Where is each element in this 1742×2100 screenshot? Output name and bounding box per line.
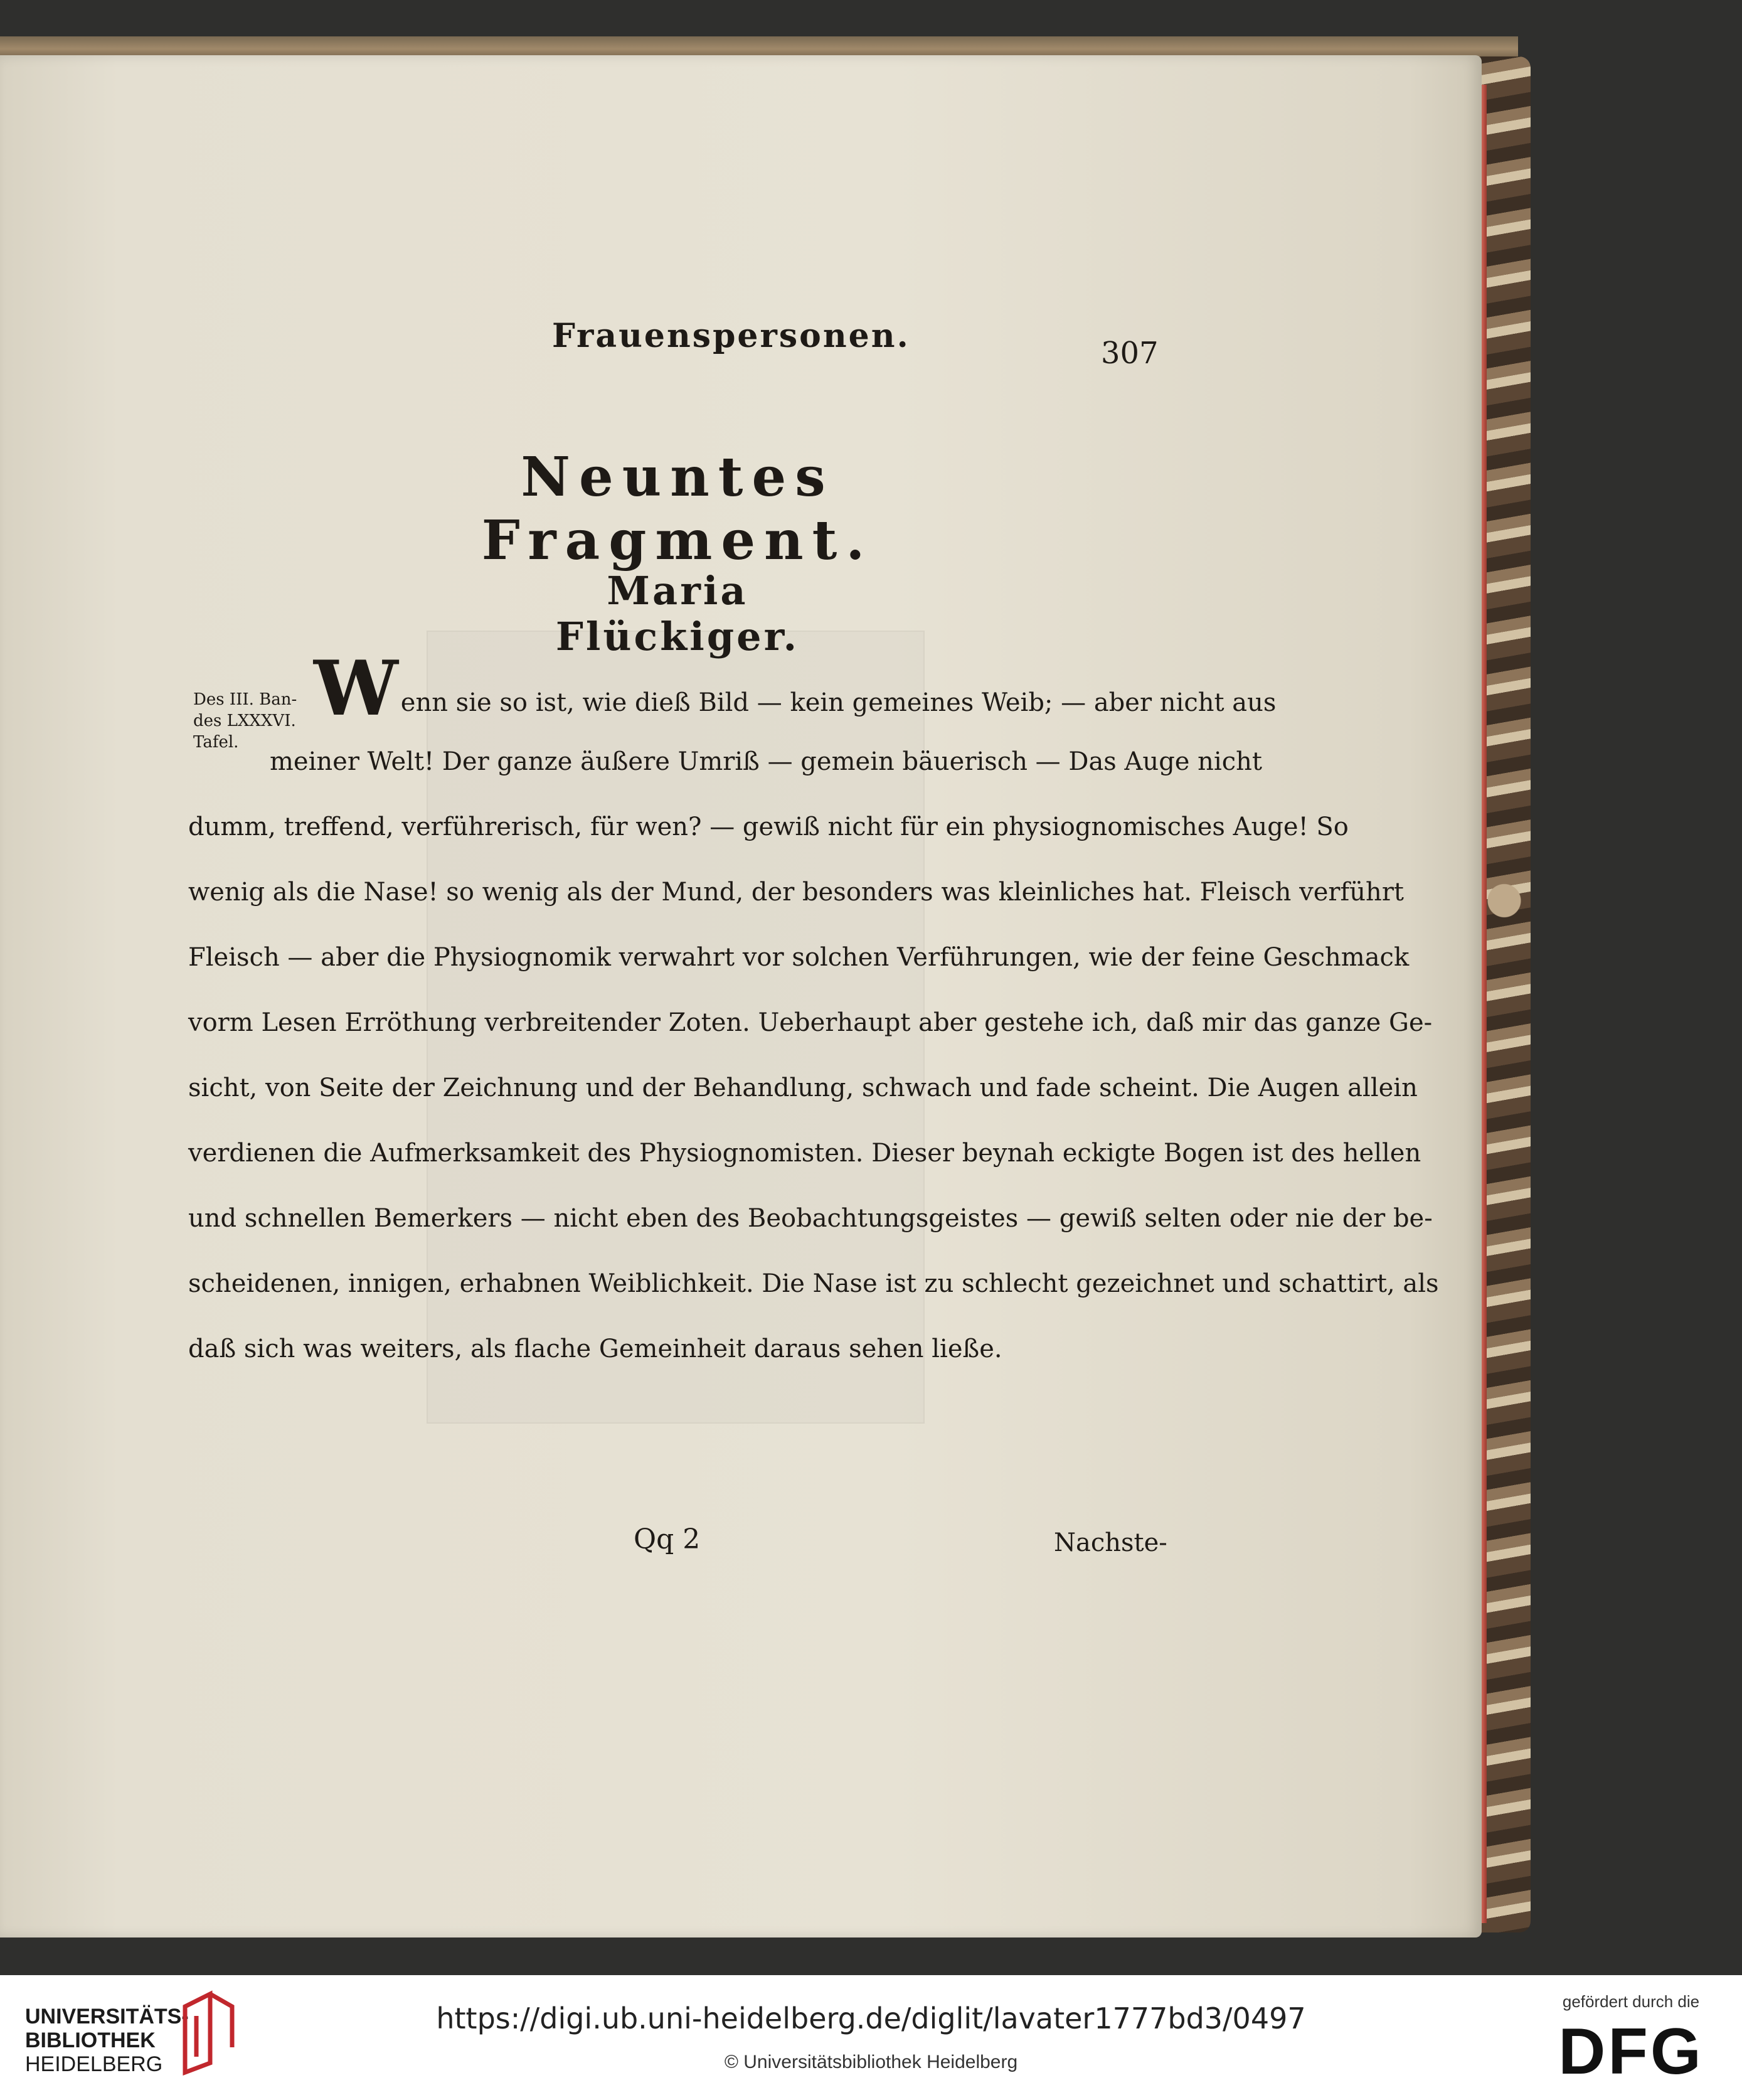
body-line: scheidenen, innigen, erhabnen Weiblichkeit. Die Nase ist zu schlecht gezeichnet und schattirt, als: [188, 1269, 1439, 1298]
fragment-title: Neuntes Fragment.: [481, 445, 874, 572]
body-line: Fleisch — aber die Physiognomik verwahrt vor solchen Verführungen, wie der feine Geschmack: [188, 943, 1410, 972]
signature-mark: Qq 2: [634, 1523, 701, 1555]
library-name-line: UNIVERSITÄTS-: [25, 2005, 189, 2028]
funder-caption: gefördert durch die: [1562, 1992, 1700, 2011]
permalink-url[interactable]: https://digi.ub.uni-heidelberg.de/diglit/lavater1777bd3/0497: [436, 2001, 1306, 2035]
body-paragraph: [188, 644, 1439, 1382]
body-line: sicht, von Seite der Zeichnung und der Behandlung, schwach und fade scheint. Die Augen allein: [188, 1074, 1418, 1102]
footer-bar: [0, 1975, 1742, 2100]
body-line: [188, 644, 1277, 733]
library-name-line: HEIDELBERG: [25, 2052, 163, 2076]
margin-note-line: Des III. Ban-: [193, 690, 297, 709]
margin-note-line: Tafel.: [193, 733, 239, 752]
catchword: Nachste-: [1054, 1528, 1167, 1557]
body-line: verdienen die Aufmerksamkeit des Physiognomisten. Dieser beynah eckigte Bogen ist des hellen: [188, 1139, 1421, 1168]
body-line: wenig als die Nase! so wenig als der Mund, der besonders was kleinliches hat. Fleisch verführt: [188, 878, 1405, 907]
drop-cap: W: [314, 644, 398, 733]
running-head: Frauenspersonen.: [552, 317, 910, 355]
library-name-line: BIBLIOTHEK: [25, 2028, 156, 2052]
body-line: dumm, treffend, verführerisch, für wen? — gewiß nicht für ein physiognomisches Auge! So: [188, 813, 1349, 841]
margin-note-line: des LXXXVI.: [193, 712, 296, 730]
body-line-text: enn sie so ist, wie dieß Bild — kein gemeines Weib; — aber nicht aus: [400, 688, 1277, 717]
body-line: und schnellen Bemerkers — nicht eben des Beobachtungsgeistes — gewiß selten oder nie der be-: [188, 1204, 1433, 1233]
copyright-notice: © Universitätsbibliothek Heidelberg: [724, 2052, 1018, 2072]
page-number: 307: [1101, 336, 1159, 371]
body-line: vorm Lesen Erröthung verbreitender Zoten. Ueberhaupt aber gestehe ich, daß mir das ganze Ge-: [188, 1008, 1433, 1037]
section-subtitle: Maria Flückiger.: [555, 568, 800, 659]
body-line: daß sich was weiters, als flache Gemeinheit daraus sehen ließe.: [188, 1335, 1002, 1363]
dfg-logo: DFG: [1558, 2015, 1704, 2088]
body-line: meiner Welt! Der ganze äußere Umriß — gemein bäuerisch — Das Auge nicht: [270, 747, 1262, 776]
